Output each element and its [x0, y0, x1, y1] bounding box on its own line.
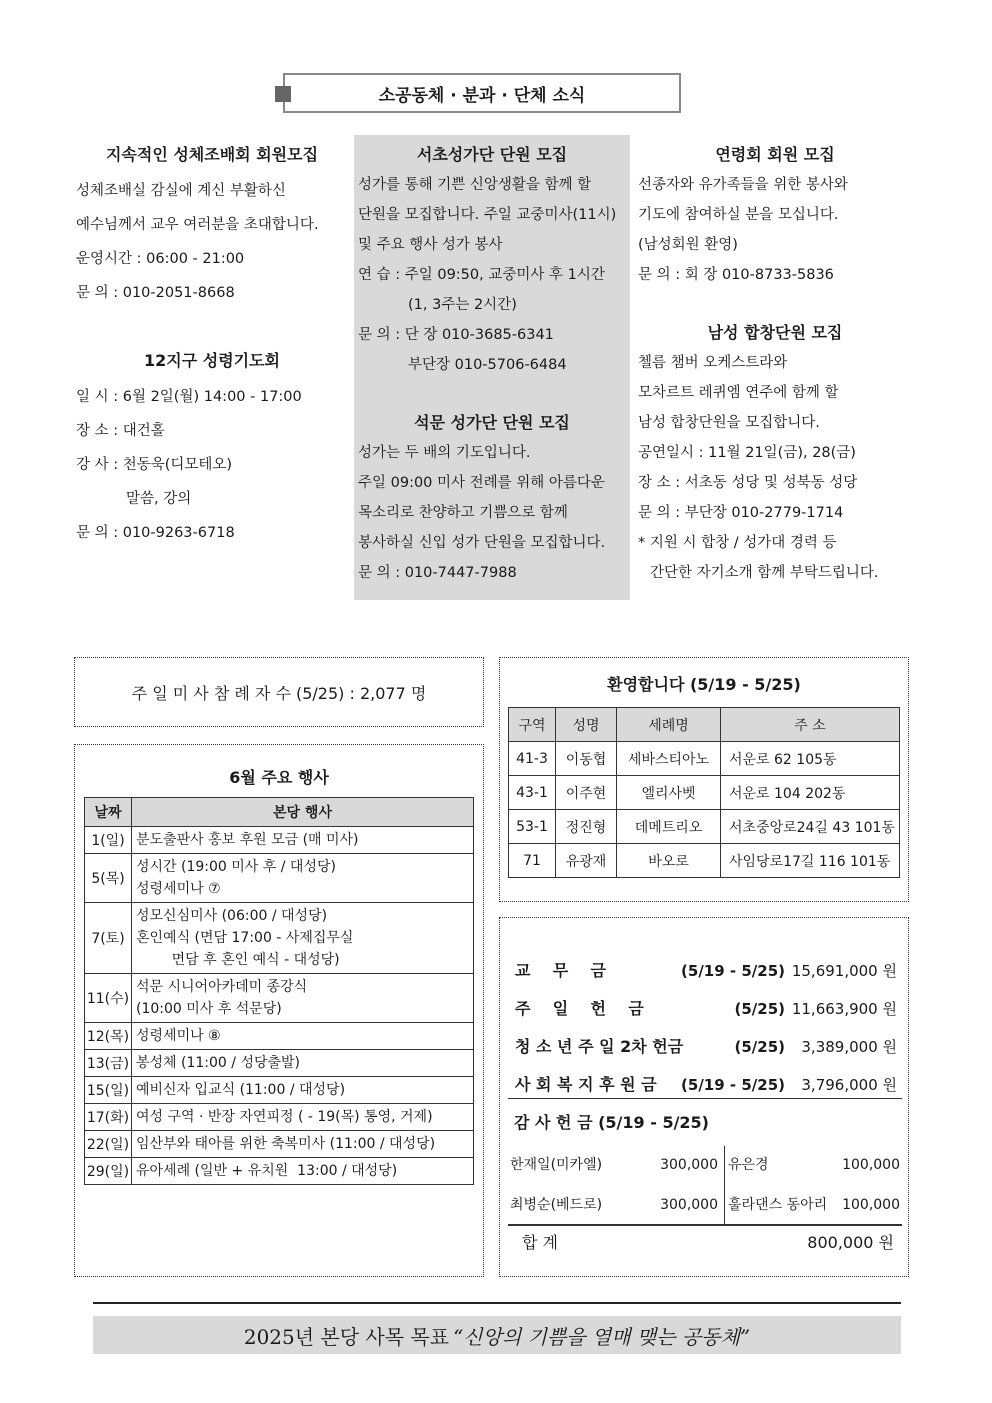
events-box — [74, 744, 484, 1277]
seocho-choir-contact-1: 문 의 : 단 장 010-3685-6341 — [358, 327, 554, 343]
event-date: 15(일) — [85, 1077, 132, 1104]
finance-label: 교 무 금 — [515, 961, 606, 980]
adoration-line-1: 성체조배실 감실에 계신 부활하신 — [76, 183, 286, 199]
welcome-header-name: 성명 — [556, 708, 617, 742]
seocho-choir-practice-note: (1, 3주는 2시간) — [408, 297, 517, 313]
event-date: 29(일) — [85, 1158, 132, 1185]
male-choir-line-2: 모차르트 레퀴엠 연주에 함께 할 — [638, 385, 839, 401]
welcome-row — [509, 810, 900, 844]
footer-prefix: 2025년 본당 사목 목표 — [243, 1324, 450, 1349]
welcome-cell: 서운로 104 202동 — [721, 776, 900, 810]
events-header-date: 날짜 — [85, 798, 132, 827]
seocho-choir-title: 서초성가단 단원 모집 — [416, 145, 568, 164]
welcome-cell: 이동협 — [556, 742, 617, 776]
seocho-choir-line-3: 및 주요 행사 성가 봉사 — [358, 237, 503, 253]
event-row — [85, 1158, 474, 1185]
welcome-cell: 데메트리오 — [617, 810, 721, 844]
event-text: 분도출판사 홍보 후원 모금 (매 미사) — [132, 827, 474, 854]
funeral-line-3: (남성회원 환영) — [638, 237, 738, 253]
prayer-meeting-title: 12지구 성령기도회 — [143, 351, 281, 370]
section-title-box — [283, 73, 681, 113]
event-date: 5(목) — [85, 854, 132, 903]
event-text: 성모신심미사 (06:00 / 대성당) 혼인예식 (면담 17:00 - 사제집무실 면담 후 혼인 예식 - 대성당) — [132, 903, 474, 974]
welcome-box — [499, 657, 909, 902]
donor-row — [510, 1150, 900, 1190]
funeral-line-2: 기도에 참여하실 분을 모십니다. — [638, 207, 839, 223]
welcome-table — [508, 707, 900, 878]
event-text: 봉성체 (11:00 / 성당출발) — [132, 1050, 474, 1077]
prayer-place: 장 소 : 대건홀 — [76, 423, 165, 439]
event-row — [85, 827, 474, 854]
square-bullet-icon — [275, 86, 291, 102]
male-choir-note-2: 간단한 자기소개 함께 부탁드립니다. — [650, 565, 879, 581]
male-choir-title: 남성 합창단원 모집 — [707, 323, 843, 342]
welcome-header-address: 주 소 — [721, 708, 900, 742]
footer-banner — [93, 1316, 901, 1354]
welcome-title: 환영합니다 (5/19 - 5/25) — [607, 675, 801, 694]
welcome-cell: 정진형 — [556, 810, 617, 844]
finance-period: (5/25) — [734, 1038, 785, 1056]
prayer-speaker-detail: 말씀, 강의 — [126, 491, 192, 507]
seokmun-choir-line-3: 목소리로 찬양하고 기쁨으로 함께 — [358, 505, 568, 521]
prayer-contact: 문 의 : 010-9263-6718 — [76, 525, 235, 541]
seokmun-choir-title: 석문 성가단 단원 모집 — [414, 413, 570, 432]
finance-amount: 3,389,000 원 — [801, 1038, 897, 1056]
finance-label: 주 일 헌 금 — [515, 999, 644, 1018]
welcome-row — [509, 844, 900, 878]
finance-amount: 11,663,900 원 — [791, 1000, 897, 1018]
seokmun-choir-line-4: 봉사하실 신입 성가 단원을 모집합니다. — [358, 535, 606, 551]
finance-period: (5/25) — [734, 1000, 785, 1018]
event-date: 13(금) — [85, 1050, 132, 1077]
welcome-cell: 43-1 — [509, 776, 556, 810]
adoration-line-2: 예수님께서 교우 여러분을 초대합니다. — [76, 217, 319, 233]
total-label: 합 계 — [522, 1233, 558, 1252]
welcome-cell: 엘리사벳 — [617, 776, 721, 810]
funeral-society-title: 연령회 회원 모집 — [715, 145, 835, 164]
finance-label: 청 소 년 주 일 2차 헌금 — [515, 1037, 684, 1056]
welcome-cell: 이주현 — [556, 776, 617, 810]
event-text: 예비신자 입교식 (11:00 / 대성당) — [132, 1077, 474, 1104]
thanks-title: 감 사 헌 금 (5/19 - 5/25) — [514, 1113, 709, 1132]
event-row — [85, 1104, 474, 1131]
funeral-line-1: 선종자와 유가족들을 위한 봉사와 — [638, 177, 848, 193]
total-amount: 800,000 원 — [807, 1233, 894, 1252]
welcome-cell: 세바스티아노 — [617, 742, 721, 776]
events-title: 6월 주요 행사 — [229, 768, 329, 787]
finance-row — [515, 990, 897, 1028]
donor-name2: 유은경 — [728, 1157, 769, 1173]
donor-name: 한재일(미카엘) — [510, 1157, 603, 1173]
welcome-cell: 유광재 — [556, 844, 617, 878]
male-choir-place: 장 소 : 서초동 성당 및 성북동 성당 — [638, 475, 858, 491]
welcome-cell: 41-3 — [509, 742, 556, 776]
event-text: 성시간 (19:00 미사 후 / 대성당) 성령세미나 ⑦ — [132, 854, 474, 903]
event-row — [85, 903, 474, 974]
event-date: 7(토) — [85, 903, 132, 974]
event-date: 12(목) — [85, 1023, 132, 1050]
male-choir-date: 공연일시 : 11월 21일(금), 28(금) — [638, 445, 856, 461]
welcome-cell: 서초중앙로24길 43 101동 — [721, 810, 900, 844]
event-row — [85, 974, 474, 1023]
adoration-hours: 운영시간 : 06:00 - 21:00 — [76, 251, 245, 267]
finance-row — [515, 1028, 897, 1066]
total-divider — [508, 1224, 902, 1226]
column-3 — [638, 140, 912, 588]
attendance-box — [74, 657, 484, 727]
donor-amount2: 100,000 — [842, 1157, 900, 1173]
event-row — [85, 1050, 474, 1077]
event-row — [85, 1077, 474, 1104]
seokmun-choir-line-2: 주일 09:00 미사 전례를 위해 아름다운 — [358, 475, 605, 491]
finance-divider — [508, 1098, 902, 1099]
section-title: 소공동체 · 분과 · 단체 소식 — [378, 85, 586, 106]
male-choir-contact: 문 의 : 부단장 010-2779-1714 — [638, 505, 844, 521]
donor-amount: 300,000 — [660, 1197, 718, 1213]
donor-amount: 300,000 — [660, 1157, 718, 1173]
male-choir-line-3: 남성 합창단원을 모집합니다. — [638, 415, 820, 431]
welcome-header-zone: 구역 — [509, 708, 556, 742]
welcome-header-baptism: 세례명 — [617, 708, 721, 742]
finance-amount: 3,796,000 원 — [801, 1076, 897, 1094]
welcome-cell: 서운로 62 105동 — [721, 742, 900, 776]
donor-name2: 훌라댄스 동아리 — [728, 1197, 828, 1213]
event-text: 성령세미나 ⑧ — [132, 1023, 474, 1050]
finance-period: (5/19 - 5/25) — [681, 962, 785, 980]
event-date: 1(일) — [85, 827, 132, 854]
male-choir-line-1: 첼름 챔버 오케스트라와 — [638, 355, 788, 371]
male-choir-note-1: * 지원 시 합창 / 성가대 경력 등 — [638, 535, 837, 551]
donor-name: 최병순(베드로) — [510, 1197, 603, 1213]
welcome-cell: 바오로 — [617, 844, 721, 878]
welcome-row — [509, 776, 900, 810]
seocho-choir-line-2: 단원을 모집합니다. 주일 교중미사(11시) — [358, 207, 617, 223]
finance-label: 사 회 복 지 후 원 금 — [515, 1075, 657, 1094]
event-row — [85, 854, 474, 903]
funeral-contact: 문 의 : 회 장 010-8733-5836 — [638, 267, 834, 283]
finance-box — [499, 917, 909, 1277]
event-text: 임산부와 태아를 위한 축복미사 (11:00 / 대성당) — [132, 1131, 474, 1158]
adoration-title: 지속적인 성체조배회 회원모집 — [105, 145, 319, 164]
welcome-cell: 53-1 — [509, 810, 556, 844]
events-header-event: 본당 행사 — [132, 798, 474, 827]
seokmun-choir-contact: 문 의 : 010-7447-7988 — [358, 565, 517, 581]
welcome-row — [509, 742, 900, 776]
donor-amount2: 100,000 — [842, 1197, 900, 1213]
column-2 — [354, 135, 630, 600]
event-text: 석문 시니어아카데미 종강식 (10:00 미사 후 석문당) — [132, 974, 474, 1023]
welcome-cell: 사임당로17길 116 101동 — [721, 844, 900, 878]
event-date: 17(화) — [85, 1104, 132, 1131]
event-row — [85, 1131, 474, 1158]
seokmun-choir-line-1: 성가는 두 배의 기도입니다. — [358, 445, 531, 461]
events-table — [84, 797, 474, 1185]
attendance-text: 주 일 미 사 참 례 자 수 (5/25) : 2,077 명 — [131, 683, 427, 703]
welcome-cell: 71 — [509, 844, 556, 878]
adoration-contact: 문 의 : 010-2051-8668 — [76, 285, 235, 301]
column-1 — [76, 140, 348, 548]
finance-period: (5/19 - 5/25) — [681, 1076, 785, 1094]
event-row — [85, 1023, 474, 1050]
prayer-speaker: 강 사 : 천동욱(디모테오) — [76, 457, 233, 473]
event-text: 여성 구역 · 반장 자연피정 ( - 19(목) 통영, 거제) — [132, 1104, 474, 1131]
footer-motto: “신앙의 기쁨을 열매 맺는 공동체” — [453, 1324, 751, 1349]
finance-amount: 15,691,000 원 — [791, 962, 897, 980]
event-text: 유아세례 (일반 + 유치원 13:00 / 대성당) — [132, 1158, 474, 1185]
seocho-choir-practice: 연 습 : 주일 09:50, 교중미사 후 1시간 — [358, 267, 605, 283]
seocho-choir-contact-2: 부단장 010-5706-6484 — [408, 357, 567, 373]
seocho-choir-line-1: 성가를 통해 기쁜 신앙생활을 함께 할 — [358, 177, 592, 193]
finance-row — [515, 952, 897, 990]
event-date: 11(수) — [85, 974, 132, 1023]
event-date: 22(일) — [85, 1131, 132, 1158]
footer-rule — [93, 1302, 901, 1304]
prayer-date: 일 시 : 6월 2일(월) 14:00 - 17:00 — [76, 389, 302, 405]
